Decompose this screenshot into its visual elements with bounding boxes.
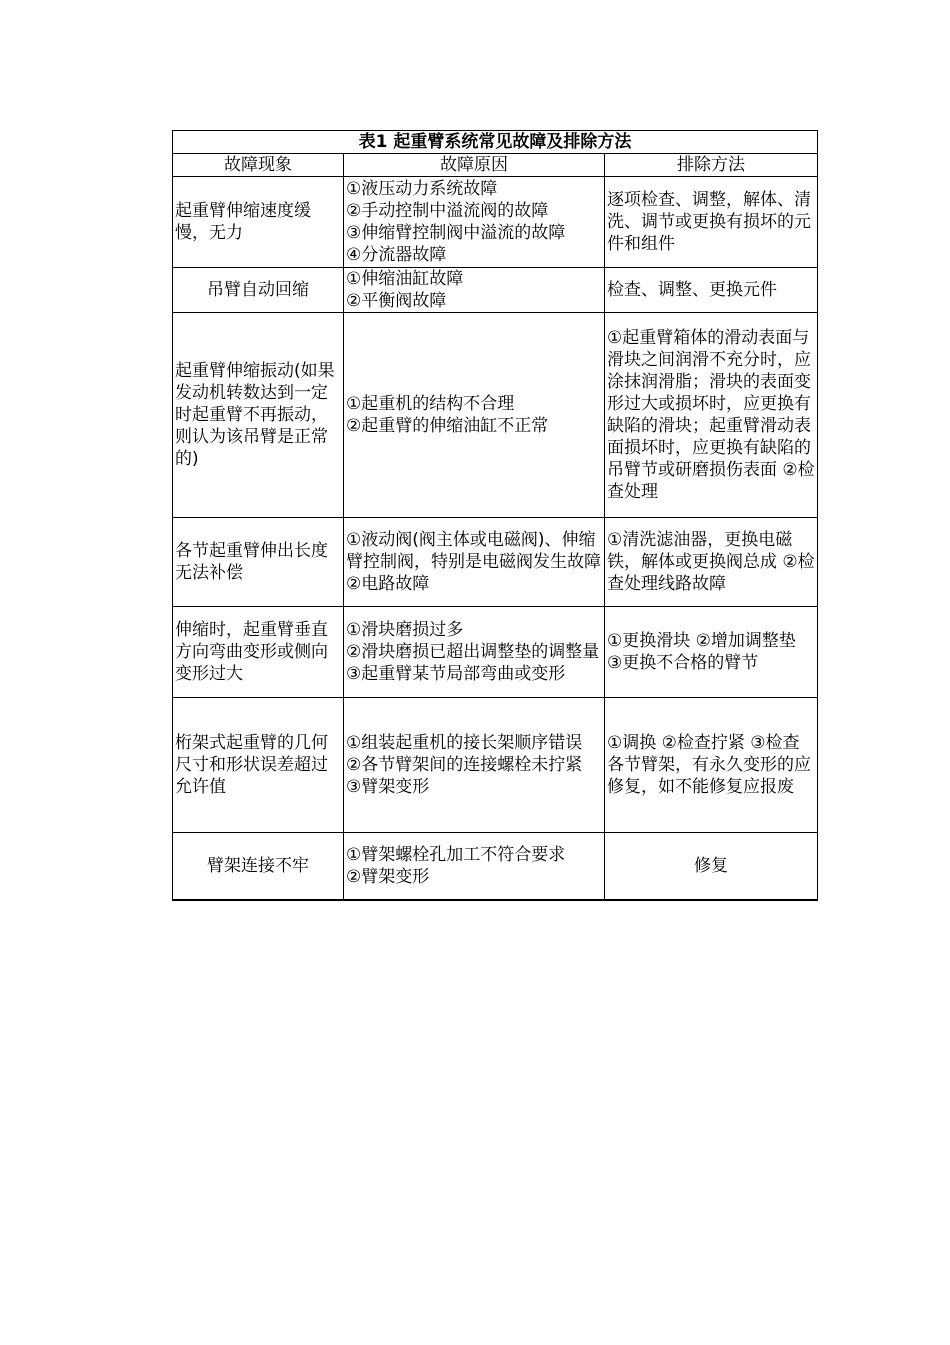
cause-item: ②起重臂的伸缩油缸不正常 [346, 416, 549, 436]
cause-item: ①滑块磨损过多 [346, 620, 464, 640]
cause-item: ①组装起重机的接长架顺序错误 [346, 733, 583, 753]
cause-item: ①液压动力系统故障 [346, 179, 498, 199]
cause-item: ②各节臂架间的连接螺栓未拧紧 [346, 755, 583, 775]
remedy-cell [605, 518, 818, 607]
remedy-text: ①更换滑块 ②增加调整垫 ③更换不合格的臂节 [607, 631, 796, 673]
phenomenon-text: 起重臂伸缩速度缓慢，无力 [175, 201, 311, 243]
cause-item: ②滑块磨损已超出调整垫的调整量 [346, 642, 600, 662]
cause-item: ①臂架螺栓孔加工不符合要求 [346, 845, 566, 865]
cause-item: ②电路故障 [346, 574, 430, 594]
cause-item: ②手动控制中溢流阀的故障 [346, 201, 549, 221]
table-row [173, 177, 818, 268]
phenomenon-cell [173, 607, 344, 698]
fault-table [172, 130, 818, 901]
table-row [173, 698, 818, 833]
remedy-text: ①起重臂箱体的滑动表面与滑块之间润滑不充分时，应涂抹润滑脂；滑块的表面变形过大或损坏时，应更换有缺陷的滑块；起重臂滑动表面损坏时，应更换有缺陷的吊臂节或研磨损伤表面 ②检查处理 [607, 328, 815, 502]
cause-cell [344, 698, 605, 833]
table-row [173, 607, 818, 698]
table-row [173, 833, 818, 901]
phenomenon-cell [173, 518, 344, 607]
cause-item: ③臂架变形 [346, 777, 430, 797]
cause-item: ②臂架变形 [346, 867, 430, 887]
table-title-row [173, 131, 818, 154]
remedy-cell [605, 177, 818, 268]
cause-item: ①起重机的结构不合理 [346, 394, 515, 414]
cause-cell [344, 518, 605, 607]
phenomenon-cell [173, 698, 344, 833]
table-title: 表1 起重臂系统常见故障及排除方法 [173, 131, 818, 154]
cause-cell [344, 833, 605, 901]
phenomenon-text: 臂架连接不牢 [207, 856, 309, 876]
remedy-cell [605, 698, 818, 833]
remedy-cell [605, 607, 818, 698]
phenomenon-cell [173, 313, 344, 518]
cause-item: ④分流器故障 [346, 245, 447, 265]
phenomenon-cell [173, 833, 344, 901]
cause-item: ③起重臂某节局部弯曲或变形 [346, 664, 566, 684]
phenomenon-text: 桁架式起重臂的几何尺寸和形状误差超过允许值 [175, 733, 328, 797]
cause-item: ①伸缩油缸故障 [346, 269, 464, 289]
remedy-cell [605, 833, 818, 901]
header-phenomenon: 故障现象 [173, 154, 344, 177]
table-row [173, 518, 818, 607]
phenomenon-text: 起重臂伸缩振动(如果发动机转数达到一定时起重臂不再振动，则认为该吊臂是正常的) [175, 361, 335, 469]
remedy-text: ①调换 ②检查拧紧 ③检查各节臂架，有永久变形的应修复，如不能修复应报废 [607, 733, 811, 797]
remedy-text: 检查、调整、更换元件 [607, 280, 777, 300]
remedy-text: 修复 [694, 856, 728, 876]
phenomenon-cell [173, 268, 344, 313]
cause-cell [344, 313, 605, 518]
table-header-row [173, 154, 818, 177]
phenomenon-text: 各节起重臂伸出长度无法补偿 [175, 541, 328, 583]
cause-item: ③伸缩臂控制阀中溢流的故障 [346, 223, 566, 243]
phenomenon-text: 吊臂自动回缩 [207, 280, 309, 300]
remedy-cell [605, 268, 818, 313]
remedy-cell [605, 313, 818, 518]
phenomenon-cell [173, 177, 344, 268]
header-remedy: 排除方法 [605, 154, 818, 177]
table-row [173, 268, 818, 313]
cause-cell [344, 607, 605, 698]
table-row [173, 313, 818, 518]
phenomenon-text: 伸缩时，起重臂垂直方向弯曲变形或侧向变形过大 [175, 620, 328, 684]
header-cause: 故障原因 [344, 154, 605, 177]
remedy-text: ①清洗滤油器，更换电磁铁，解体或更换阀总成 ②检查处理线路故障 [607, 530, 815, 594]
cause-item: ②平衡阀故障 [346, 291, 447, 311]
cause-cell [344, 268, 605, 313]
cause-cell [344, 177, 605, 268]
remedy-text: 逐项检查、调整，解体、清洗、调节或更换有损坏的元件和组件 [607, 190, 811, 254]
cause-item: ①液动阀(阀主体或电磁阀)、伸缩臂控制阀，特别是电磁阀发生故障 [346, 530, 601, 572]
